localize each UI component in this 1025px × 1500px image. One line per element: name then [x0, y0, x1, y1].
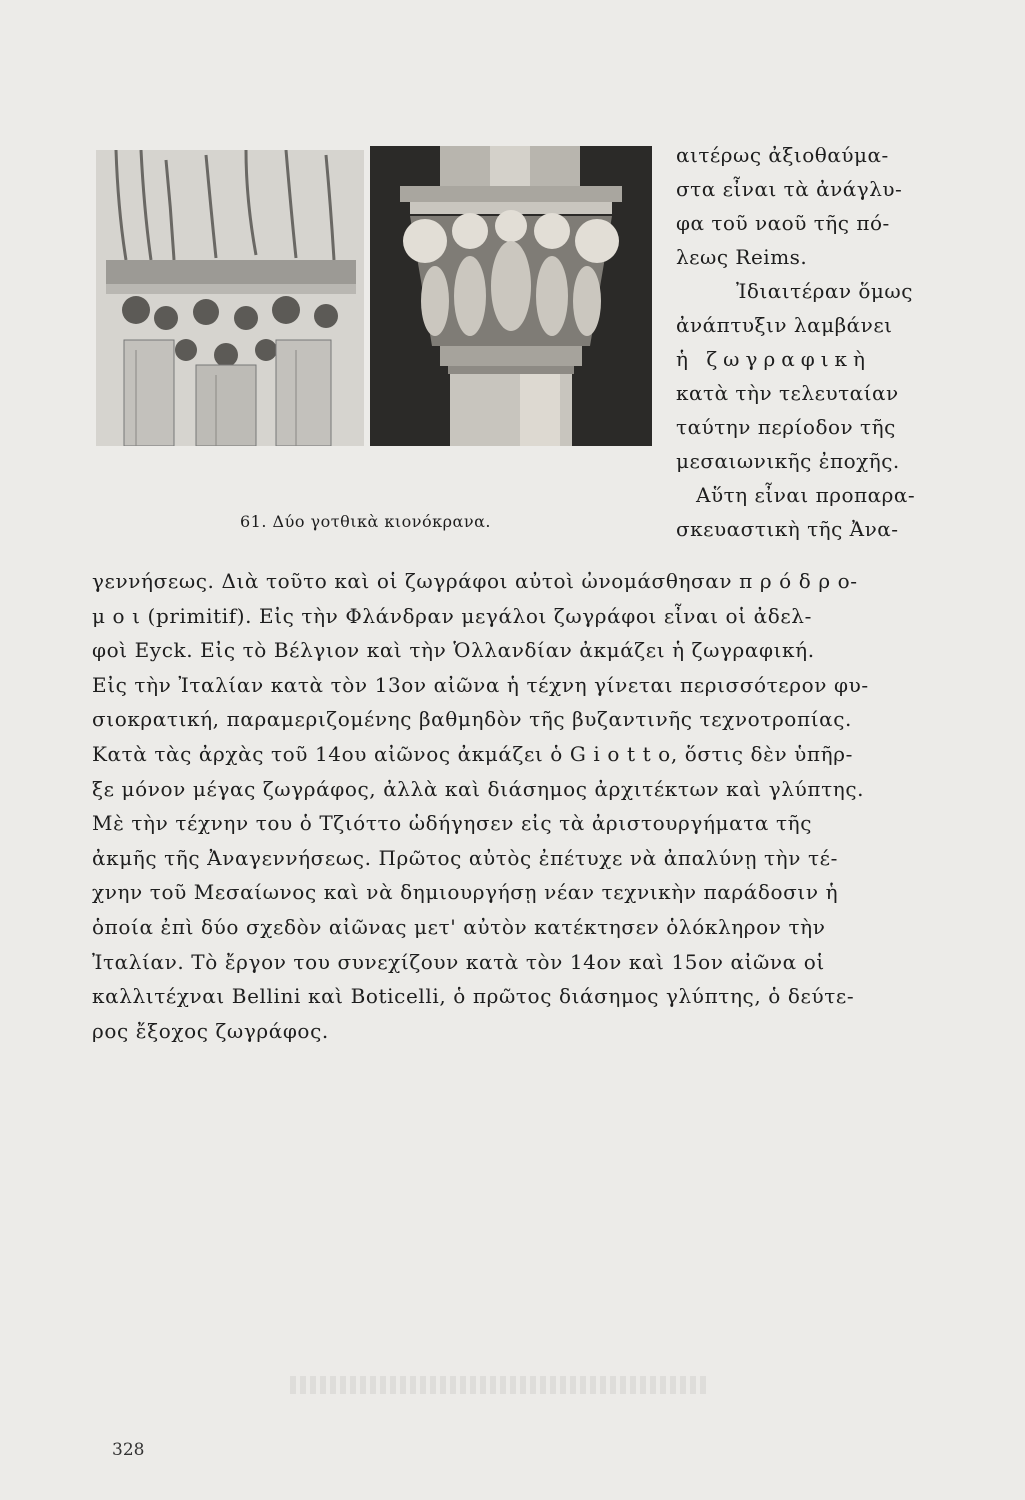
body-line: ὁποία ἐπὶ δύο σχεδὸν αἰῶνας μετ' αὐτὸν κατέκτησεν ὁλόκληρον τὴν	[92, 914, 826, 939]
body-line: μ ο ι (primitif). Εἰς τὴν Φλάνδραν μεγάλοι ζωγράφοι εἶναι οἱ ἀδελ-	[92, 603, 812, 628]
side-line: φα τοῦ ναοῦ τῆς πό-	[676, 211, 890, 235]
side-line: λεως Reims.	[676, 245, 808, 269]
page-number: 328	[112, 1440, 145, 1460]
body-line: ξε μόνον μέγας ζωγράφος, ἀλλὰ καὶ διάσημος ἀρχιτέκτων καὶ γλύπτης.	[92, 776, 865, 801]
body-line: Εἰς τὴν Ἰταλίαν κατὰ τὸν 13ον αἰῶνα ἡ τέχνη γίνεται περισσότερον φυ-	[92, 672, 869, 697]
gothic-capital-drawing	[96, 150, 364, 446]
side-line: ἡ ζωγραφικὴ	[676, 347, 872, 371]
body-line: χνην τοῦ Μεσαίωνος καὶ νὰ δημιουργήσῃ νέαν τεχνικὴν παράδοσιν ἡ	[92, 880, 839, 905]
side-line: Ἰδιαιτέραν ὅμως	[736, 279, 913, 303]
body-line: γεννήσεως. Διὰ τοῦτο καὶ οἱ ζωγράφοι αὐτοὶ ὠνομάσθησαν π ρ ό δ ρ ο-	[92, 569, 858, 593]
body-line: φοὶ Eyck. Εἰς τὸ Βέλγιον καὶ τὴν Ὁλλανδίαν ἀκμάζει ἡ ζωγραφική.	[92, 638, 815, 663]
side-line: ἀνάπτυξιν λαμβάνει	[676, 313, 893, 337]
body-line: σιοκρατική, παραμεριζομένης βαθμηδὸν τῆς βυζαντινῆς τεχνοτροπίας.	[92, 707, 852, 732]
body-line: Μὲ τὴν τέχνην του ὁ Τζιόττο ὡδήγησεν εἰς τὰ ἀριστουργήματα τῆς	[92, 811, 813, 836]
body-line: Ἰταλίαν. Τὸ ἔργον του συνεχίζουν κατὰ τὸν 14ον καὶ 15ον αἰῶνα οἱ	[92, 949, 825, 974]
side-line: μεσαιωνικῆς ἐποχῆς.	[676, 449, 900, 473]
gothic-capital-photo	[370, 146, 652, 446]
body-line: ρος ἔξοχος ζωγράφος.	[92, 1018, 329, 1043]
figure-caption: 61. Δύο γοτθικὰ κιονόκρανα.	[240, 512, 491, 531]
body-line: καλλιτέχναι Bellini καὶ Boticelli, ὁ πρῶτος διάσημος γλύπτης, ὁ δεύτε-	[92, 984, 855, 1009]
body-line: ἀκμῆς τῆς Ἀναγεννήσεως. Πρῶτος αὐτὸς ἐπέτυχε νὰ ἀπαλύνῃ τὴν τέ-	[92, 845, 838, 870]
side-column-text	[676, 138, 976, 546]
body-text	[92, 564, 972, 1048]
bleed-through-text	[290, 1376, 710, 1394]
side-line: σκευαστικὴ τῆς Ἀνα-	[676, 517, 899, 541]
side-line: αιτέρως ἀξιοθαύμα-	[676, 143, 889, 167]
side-line: Αὕτη εἶναι προπαρα-	[696, 483, 916, 507]
side-line: ταύτην περίοδον τῆς	[676, 415, 896, 439]
side-line: στα εἶναι τὰ ἀνάγλυ-	[676, 177, 903, 201]
body-line: Κατὰ τὰς ἀρχὰς τοῦ 14ου αἰῶνος ἀκμάζει ὁ G i o t t o, ὅστις δὲν ὑπῆρ-	[92, 741, 853, 766]
side-line: κατὰ τὴν τελευταίαν	[676, 381, 899, 405]
